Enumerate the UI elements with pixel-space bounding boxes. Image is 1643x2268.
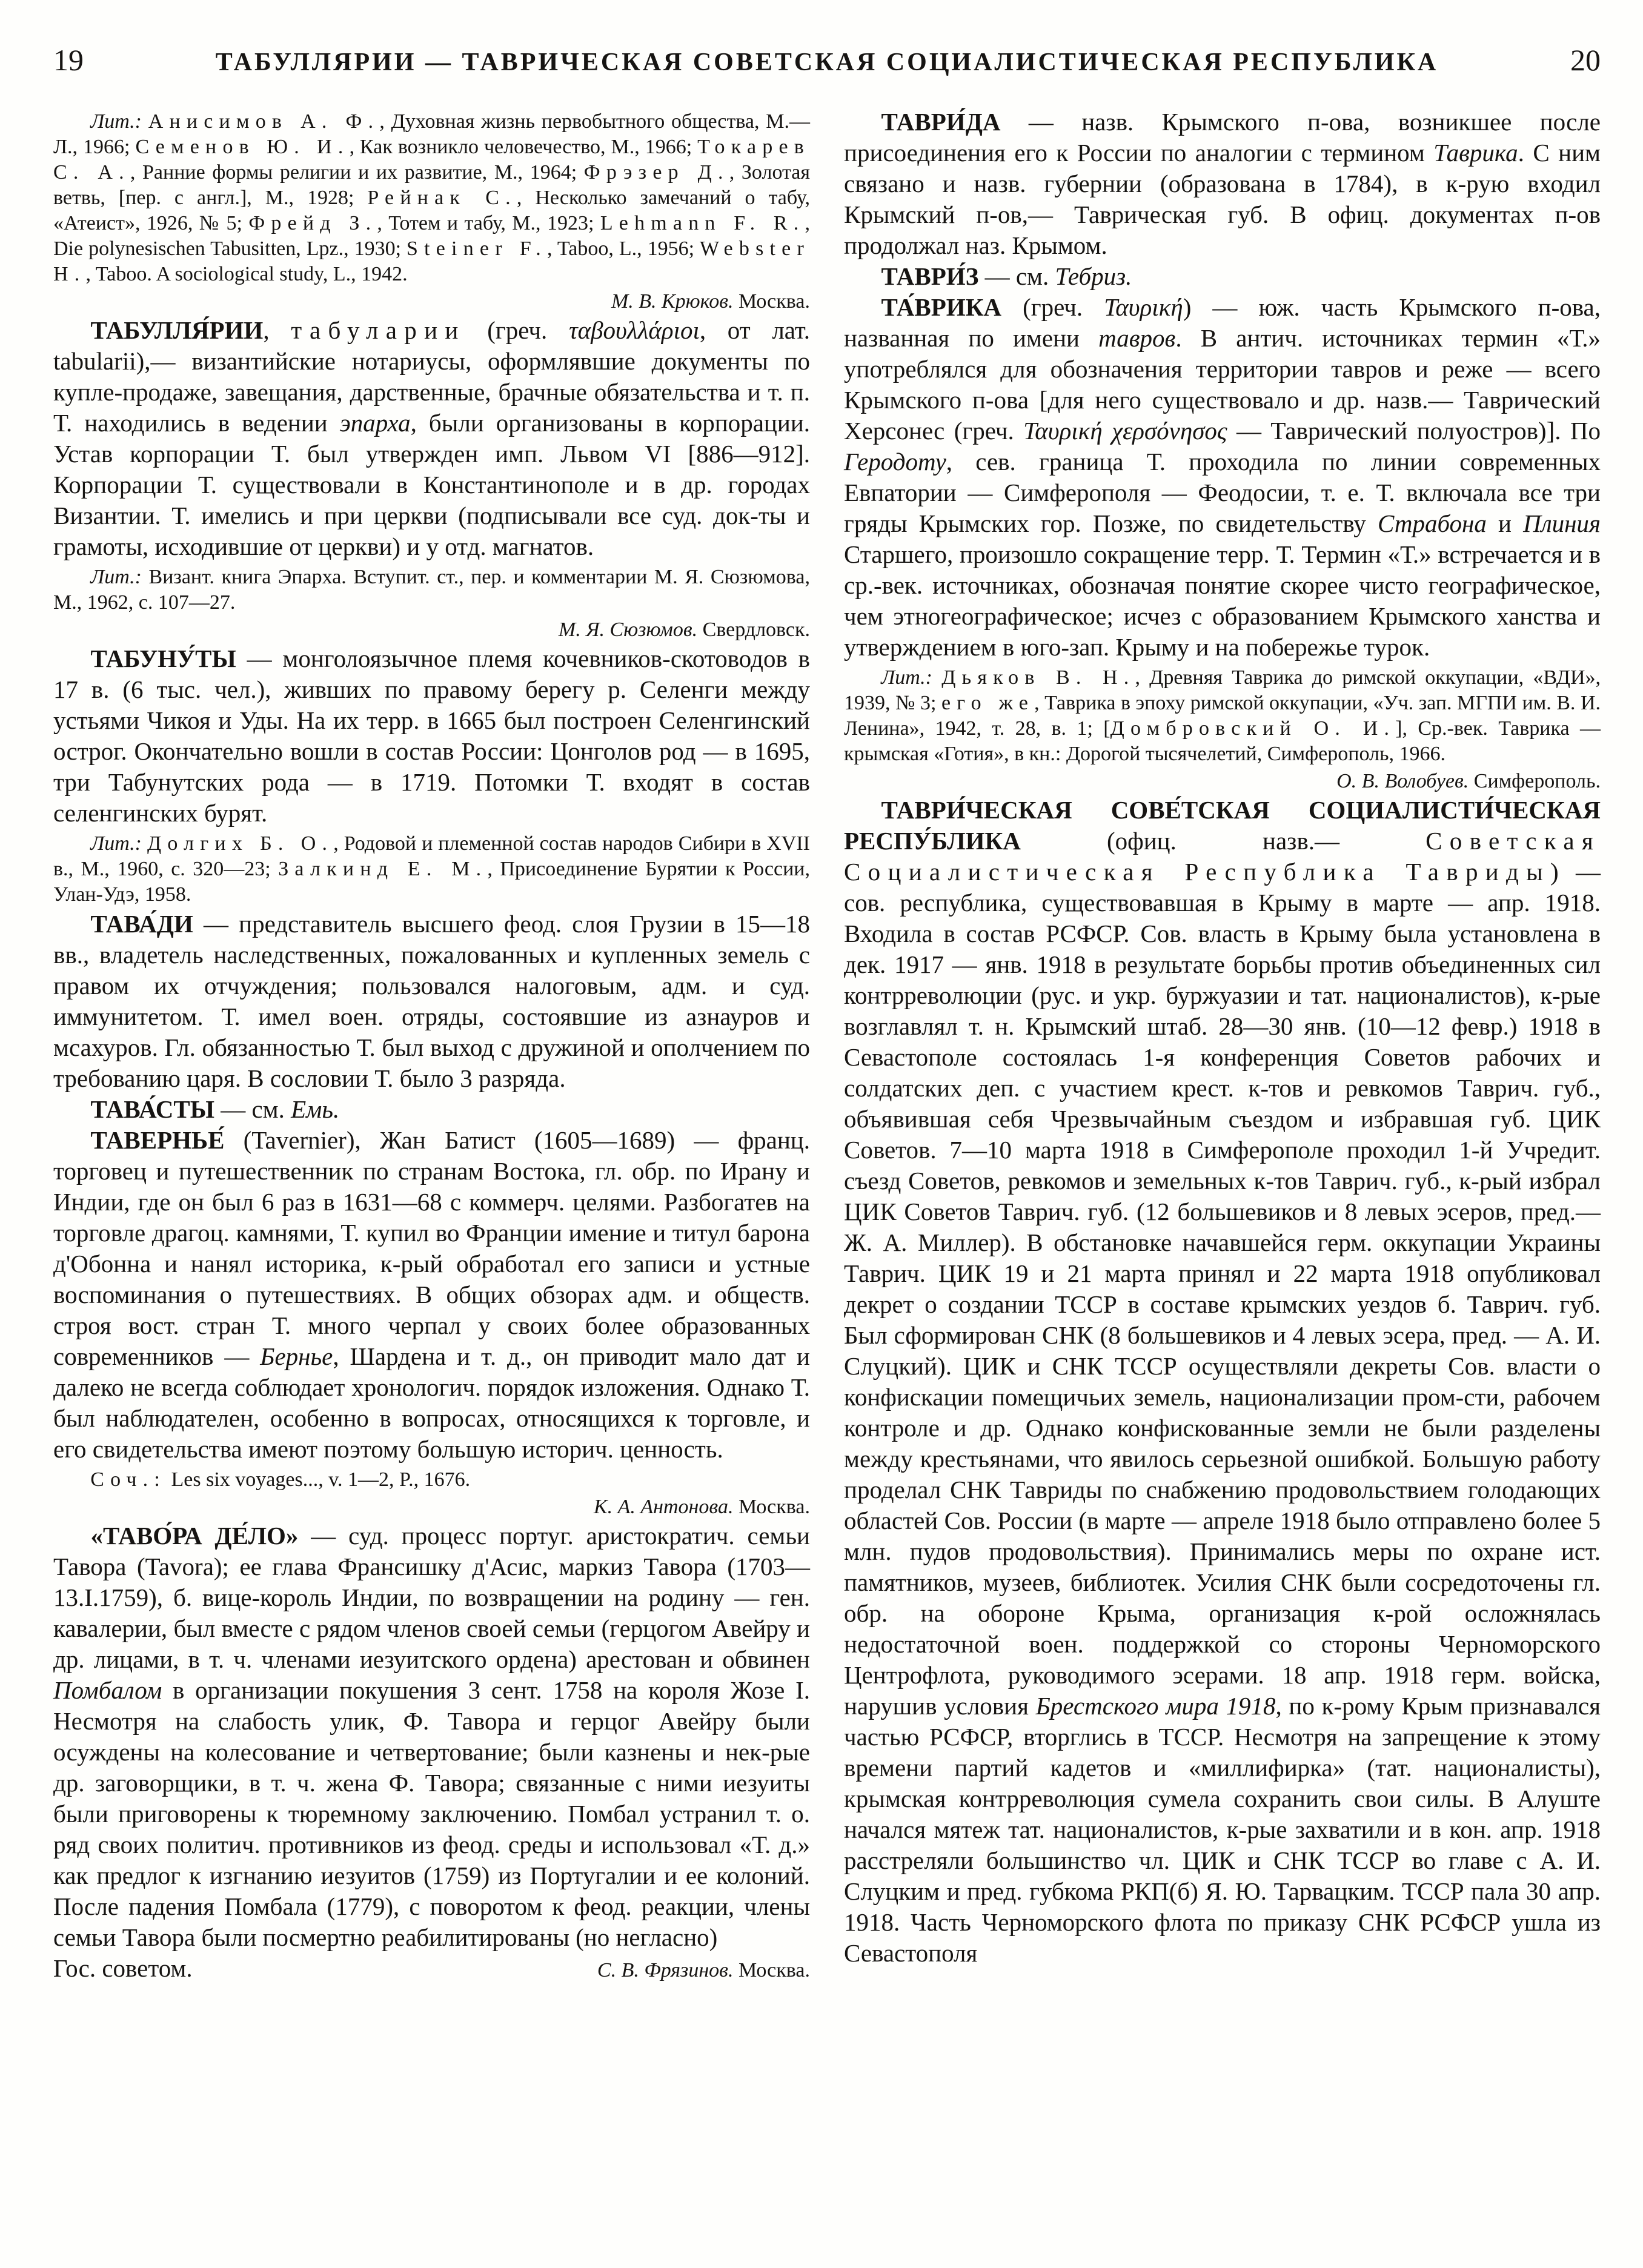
text-segment: , Присоединение Бурятии к России, Улан-Удэ, 1958.: [53, 858, 810, 906]
text-segment: , Taboo, L., 1956;: [547, 237, 700, 260]
text-segment: (офиц. назв.—: [1020, 827, 1426, 855]
encyclopedia-entry: [53, 643, 810, 829]
text-segment: , Древняя Таврика до римской оккупации, «ВДИ», 1939, № 3;: [844, 666, 1601, 714]
text-segment: Брестского мира 1918: [1035, 1692, 1276, 1720]
text-segment: , от лат. tabularii),— византийские нотариусы, оформлявшие документы по купле-продаже, завещания, дарственные, брачные обязательства и т. п. Т. находились в ведении: [53, 316, 811, 437]
text-segment: Steiner F.: [407, 237, 547, 260]
entry-headword: ТАВА́ДИ: [90, 910, 193, 938]
text-segment: Геродоту: [844, 448, 946, 476]
text-segment: тавров: [1098, 324, 1176, 352]
encyclopedia-entry: [844, 795, 1601, 1969]
text-segment: — см.: [214, 1095, 291, 1123]
text-segment: . С ним связано и назв. губернии (образована в 1784), в к-рую входил Крымский п-ов,— Таврическая губ. В офиц. документах п-ов продолжал наз. Крымом.: [844, 139, 1601, 259]
running-title: ТАБУЛЛЯРИИ — ТАВРИЧЕСКАЯ СОВЕТСКАЯ СОЦИАЛИСТИЧЕСКАЯ РЕСПУБЛИКА: [215, 48, 1439, 76]
author-signature: [597, 1957, 810, 1984]
text-segment: Таврика: [1433, 139, 1518, 167]
text-segment: (греч.: [1001, 293, 1104, 321]
text-segment: М. В. Крюков.: [611, 290, 734, 313]
entry-end-with-signature: [53, 1953, 810, 1984]
text-segment: — см.: [978, 262, 1055, 290]
text-segment: Анисимов А. Ф.: [148, 110, 380, 133]
page-header: [53, 45, 1601, 75]
text-segment: Лит.:: [90, 832, 142, 855]
text-segment: , по к-рому Крым признавался частью РСФСР, вторглись в ТССР. Несмотря на запрещение к этому времени партий кадетов и «миллифирка» (тат. националисты), крымская контрреволюция сумела сохранить свои силы. В Алуште начался мятеж тат. националистов, к-рые захватили и в кон. апр. 1918 расстреляли большинство чл. ЦИК и СНК ТССР во главе с А. И. Слуцким и пред. губкома РКП(б) Я. Ю. Тарвацким. ТССР пала 30 апр. 1918. Часть Черноморского флота по приказу СНК РСФСР ушла из Севастополя: [844, 1692, 1601, 1967]
text-segment: Webster H.: [53, 237, 810, 285]
text-segment: — суд. процесс португ. аристократич. семьи Тавора (Tavora); ее глава Франсишку д'Асис, маркиз Тавора (1703—13.I.1759), б. вице-король Индии, по возвращении на родину — ген. кавалерии, был вместе с рядом членов своей семьи (герцогом Авейру и др. лицами, в т. ч. членами иезуитского ордена) арестован и обвинен: [53, 1522, 810, 1673]
text-segment: Плиния: [1523, 509, 1601, 537]
text-segment: — назв. Крымского п-ова, возникшее после присоединения его к России по аналогии с термином: [844, 108, 1601, 167]
text-segment: Визант. книга Эпарха. Вступит. ст., пер. и комментарии М. Я. Сюзюмова, М., 1962, с. 107—27.: [53, 566, 810, 614]
text-segment: , Несколько замечаний о табу, «Атеист», 1926, № 5;: [53, 187, 810, 234]
text-segment: [932, 666, 941, 689]
entry-headword: ТАВА́СТЫ: [90, 1095, 214, 1123]
text-segment: Семенов Ю. И.: [135, 136, 350, 158]
text-segment: Старшего, произошло сокращение терр. Т. Термин «Т.» встречается и в ср.-век. источниках, обозначая понятие скорее чисто географическое, чем этногеографическое; исчез с образованием Крымского ханства и утверждением в юго-зап. Крыму и на побережье турок.: [844, 540, 1601, 661]
page-body: [53, 107, 1601, 1984]
text-segment: в организации покушения 3 сент. 1758 на короля Жозе I. Несмотря на слабость улик, Ф. Тавора и герцог Авейру были осуждены на колесование и четвертование; были казнены и нек-рые др. заговорщики, в т. ч. жена Ф. Тавора; связанные с ними иезуиты были приговорены к тюремному заключению. Помбал устранил т. о. ряд своих политич. противников из феод. среды и использовал «Т. д.» как предлог к изгнанию иезуитов (1759) из Португалии и ее колоний. После падения Помбала (1779), с поворотом к феод. реакции, члены семьи Тавора были посмертно реабилитированы (но негласно): [53, 1676, 810, 1951]
text-segment: О. В. Волобуев.: [1336, 770, 1469, 792]
text-segment: Москва.: [733, 290, 810, 313]
text-segment: К. А. Антонова.: [594, 1496, 734, 1518]
text-segment: ], Ср.-век. Таврика — крымская «Готия», в кн.: Дорогой тысячелетий, Симферополь, 1966.: [844, 717, 1601, 765]
author-signature: [53, 288, 810, 315]
text-segment: Соч.:: [90, 1468, 167, 1491]
text-segment: , сев. граница Т. проходила по линии современных Евпатории — Симферополя — Феодосии, т. е. Т. включала все три гряды Крымских гор. Позже, по свидетельству: [844, 448, 1601, 537]
entry-headword: ТАВРИ́ЧЕСКАЯ СОВЕ́ТСКАЯ СОЦИАЛИСТИ́ЧЕСКАЯ РЕСПУ́БЛИКА: [844, 796, 1601, 855]
entry-headword: «ТАВО́РА ДЕ́ЛО»: [90, 1522, 299, 1550]
text-segment: (греч.: [465, 316, 569, 344]
text-segment: ταβουλλάριοι: [568, 316, 700, 344]
text-segment: Фрэзер Д.: [583, 161, 729, 184]
text-segment: — Таврический полуостров)]. По: [1227, 417, 1601, 445]
text-segment: , Как возникло человечество, М., 1966;: [349, 136, 698, 158]
text-segment: Советская Социалистическая Республика Тавриды: [844, 827, 1601, 886]
text-segment: Ταυρική χερσόνησος: [1023, 417, 1227, 445]
text-segment: Долгих Б. О.: [147, 832, 334, 855]
encyclopedia-entry: [844, 261, 1601, 292]
text-segment: Бернье: [260, 1342, 333, 1370]
text-segment: [142, 110, 148, 133]
text-segment: Емь.: [291, 1095, 340, 1123]
text-segment: Тебриз.: [1055, 262, 1132, 290]
text-segment: ) — сов. республика, существовавшая в Крыму в марте — апр. 1918. Входила в состав РСФСР. Сов. власть в Крыму была установлена в дек. 1917 — янв. 1918 в результате борьбы против объединенных сил контрреволюции (рус. и укр. буржуазии и тат. националистов), к-рые возглавлял т. н. Крымский штаб. 28—30 янв. (10—12 февр.) 1918 в Севастополе состоялась 1-я конференция Советов рабочих и солдатских деп. с участием крест. к-тов и ревкомов Таврич. губ., объявившая себя Чрезвычайным съездом и избравшая губ. ЦИК Советов. 7—10 марта 1918 в Симферополе проходил 1-й Учредит. съезд Советов, ревкомов и земельных к-тов Таврич. губ., к-рый избрал ЦИК Советов Таврич. губ. (12 большевиков и 8 левых эсеров, пред.— Ж. А. Миллер). В обстановке начавшейся герм. оккупации Украины Таврич. ЦИК 19 и 21 марта принял и 22 марта 1918 опубликовал декрет о создании ТССР в составе крымских уездов б. Таврич. губ. Был сформирован СНК (8 большевиков и 4 левых эсера, пред. — А. И. Слуцкий). ЦИК и СНК ТССР осуществляли декреты Сов. власти о конфискации помещичьих земель, национализации пром-сти, рабочем контроле и др. Однако конфискованные земли не были разделены между крестьянами, что явилось серьезной ошибкой. Большую работу проделал СНК Тавриды по снабжению продовольствием голодающих областей Сов. России (в марте — апреле 1918 было отправлено более 5 млн. пудов продовольствия). Принимались меры по охране ист. памятников, музеев, библиотек. Усилия СНК были сосредоточены гл. обр. на обороне Крыма, организация к-рой осложнялась недостаточной воен. поддержкой со стороны Черноморского Центрофлота, руководимого эсерами. 18 апр. 1918 герм. войска, нарушив условия: [844, 858, 1601, 1720]
text-segment: Симферополь.: [1469, 770, 1601, 792]
text-segment: табуларии: [291, 316, 466, 344]
bibliography-note: [53, 831, 810, 907]
text-segment: Свердловск.: [697, 618, 810, 641]
text-segment: Les six voyages..., v. 1—2, P., 1676.: [166, 1468, 471, 1491]
text-segment: Домбровский О. И.: [1110, 717, 1396, 740]
text-segment: Москва.: [733, 1496, 810, 1518]
column-left: [53, 107, 810, 1984]
text-segment: , Ранние формы религии и их развитие, М., 1964;: [130, 161, 584, 184]
text-segment: Помбалом: [53, 1676, 162, 1704]
text-segment: М. Я. Сюзюмов.: [558, 618, 698, 641]
text-segment: Фрейд З.: [248, 212, 377, 234]
text-segment: , Шардена и т. д., он приводит мало дат и далеко не всегда соблюдает хронологич. порядок изложения. Однако Т. был наблюдателен, особенно в вопросах, относящихся к торговле, и его свидетельства имеют поэтому большую историч. ценность.: [53, 1342, 810, 1463]
encyclopedia-entry: [844, 107, 1601, 261]
text-segment: С. В. Фрязинов.: [597, 1959, 734, 1981]
text-segment: Токарев С. А.: [53, 136, 810, 184]
text-segment: . В антич. источниках термин «Т.» употреблялся для обозначения территории тавров и реже — всего Крымского п-ова [для него существовало и др. назв.— Таврический Херсонес (греч.: [844, 324, 1601, 445]
text-segment: ,: [263, 316, 291, 344]
author-signature: [844, 768, 1601, 795]
text-segment: Залкинд Е. М.: [278, 858, 488, 880]
page-number-left: 19: [53, 43, 84, 77]
text-segment: Рейнак С.: [367, 187, 517, 209]
text-segment: Гос. советом.: [53, 1954, 193, 1982]
author-signature: [53, 617, 810, 643]
text-segment: , Золотая ветвь, [пер. с англ.], М., 1928;: [53, 161, 810, 209]
encyclopedia-entry: [53, 1520, 810, 1953]
text-segment: Лит.:: [90, 566, 142, 588]
text-segment: , Die polynesischen Tabusitten, Lpz., 1930;: [53, 212, 810, 260]
bibliography-note: [53, 1467, 810, 1493]
text-segment: эпарха: [339, 409, 411, 437]
encyclopedia-entry: [844, 292, 1601, 663]
text-segment: Дьяков В. Н.: [941, 666, 1135, 689]
encyclopedia-entry: [53, 315, 810, 562]
text-segment: Лит.:: [881, 666, 933, 689]
text-segment: , Родовой и племенной состав народов Сибири в XVII в., М., 1960, с. 320—23;: [53, 832, 810, 880]
text-segment: [142, 832, 147, 855]
entry-headword: ТАВРИ́ДА: [881, 108, 1001, 136]
text-segment: Москва.: [733, 1959, 810, 1981]
author-signature: [53, 1494, 810, 1520]
entry-headword: ТАВЕРНЬЕ́: [90, 1126, 225, 1154]
text-segment: Лит.:: [90, 110, 142, 133]
text-segment: и: [1486, 509, 1524, 537]
text-segment: Страбона: [1377, 509, 1487, 537]
encyclopedia-entry: [53, 1094, 810, 1125]
entry-tail-text: [53, 1953, 193, 1984]
bibliography-note: [53, 109, 810, 287]
bibliography-note: [844, 665, 1601, 767]
text-segment: (Tavernier), Жан Батист (1605—1689) — франц. торговец и путешественник по странам Востока, гл. обр. по Ирану и Индии, где он был 6 раз в 1631—68 с коммерч. целями. Разбогатев на торговле драгоц. камнями, Т. купил во Франции имение и титул барона д'Обонна и нанял историка, к-рый обработал его записи и устные воспоминания о путешествиях. В общих обзорах адм. и обществ. строя вост. стран Т. много черпал у своих более образованных современников —: [53, 1126, 810, 1370]
page-number-right: 20: [1570, 43, 1601, 77]
entry-headword: ТА́ВРИКА: [881, 293, 1002, 321]
column-right: [844, 107, 1601, 1969]
bibliography-note: [53, 565, 810, 615]
text-segment: Ταυρική: [1104, 293, 1183, 321]
text-segment: ) — юж. часть Крымского п-ова, названная по имени: [844, 293, 1601, 352]
encyclopedia-entry: [53, 909, 810, 1094]
text-segment: , Taboo. A sociological study, L., 1942.: [85, 263, 408, 285]
text-segment: — представитель высшего феод. слоя Грузии в 15—18 вв., владетель наследственных, пожалованных и купленных земель с правом их отчуждения; пользовался налоговым, адм. и суд. иммунитетом. Т. имел воен. отряды, состоявшие из азнауров и мсахуров. Гл. обязанностью Т. был выход с дружиной и ополчением по требованию царя. В сословии Т. было 3 разряда.: [53, 910, 810, 1092]
text-segment: его же: [941, 692, 1035, 714]
text-segment: , были организованы в корпорации. Устав корпорации Т. был утвержден имп. Львом VI [886—912]. Корпорации Т. существовали в Константинополе и в др. городах Византии. Т. имелись и при церкви (подписывали все суд. док-ты и грамоты, исходившие от церкви) и у отд. магнатов.: [53, 409, 811, 560]
text-segment: , Тотем и табу, М., 1923;: [377, 212, 600, 234]
entry-headword: ТАБУЛЛЯ́РИИ: [90, 316, 264, 344]
text-segment: , Таврика в эпоху римской оккупации, «Уч. зап. МГПИ им. В. И. Ленина», 1942, т. 28, в. 1; [: [844, 692, 1601, 740]
encyclopedia-entry: [53, 1125, 810, 1465]
entry-headword: ТАВРИ́З: [881, 262, 979, 290]
entry-headword: ТАБУНУ́ТЫ: [90, 645, 236, 672]
text-segment: — монголоязычное племя кочевников-скотоводов в 17 в. (6 тыс. чел.), живших по правому берегу р. Селенги между устьями Чикоя и Уды. На их терр. в 1665 был построен Селенгинский острог. Окончательно вошли в состав России: Цонголов род — в 1695, три Табунутских рода — в 1719. Потомки Т. входят в состав селенгинских бурят.: [53, 645, 810, 827]
text-segment: , Духовная жизнь первобытного общества, М.— Л., 1966;: [53, 110, 811, 158]
text-segment: Lehmann F. R.: [600, 212, 805, 234]
